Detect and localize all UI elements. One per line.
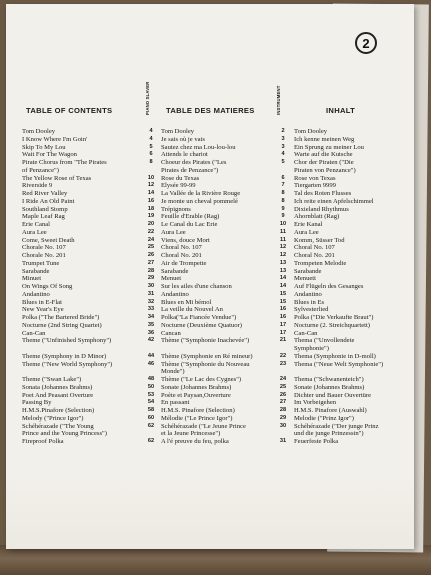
piano-page-17: 27: [147, 259, 155, 266]
french-title-11: Feuille d'Erable (Rag): [161, 213, 220, 221]
instrument-page-32: 24: [279, 376, 287, 382]
german-title-15: Choral No. 107: [294, 244, 335, 252]
instrument-page-2: 3: [281, 143, 285, 150]
german-title-32: Thema ("Schwanenteich"): [294, 376, 364, 383]
french-title-0: Tom Dooley: [161, 128, 195, 135]
german-title-24: Polka ("Die Verkaufte Braut"): [294, 314, 374, 321]
english-title-7: Riverside 9: [22, 182, 53, 190]
german-title-39: und die junge Prinzessin"): [294, 430, 364, 438]
piano-page-numbers-column: [144, 128, 158, 446]
french-title-29: Thème (Symphonie en Ré mineur): [161, 352, 253, 360]
french-title-20: Sur les ailes d'une chanson: [161, 283, 232, 290]
german-title-0: Tom Dooley: [294, 128, 328, 135]
english-title-36: H.M.S.Pinafore (Selection): [22, 407, 95, 414]
german-title-25: Nocturne (2. Streichquartett): [294, 321, 370, 329]
english-title-1: I Know Where I'm Goin': [22, 135, 88, 143]
german-title-12: Erie Kanal: [294, 221, 323, 228]
instrument-page-33: 25: [279, 383, 287, 390]
instrument-page-29: 22: [279, 352, 287, 359]
piano-page-12: 20: [147, 221, 155, 227]
german-title-5: Piraten von Penzance"): [294, 166, 356, 174]
german-title-35: Im Vorbeigehen: [294, 399, 337, 407]
french-titles-column: [161, 128, 277, 446]
instrument-page-27: 21: [279, 337, 287, 344]
instrument-page-40: 31: [279, 438, 287, 444]
instrument-page-3: 4: [281, 151, 285, 158]
english-title-12: Erie Canal: [22, 221, 51, 228]
instrument-page-6: 6: [281, 174, 285, 181]
piano-page-37: 60: [147, 414, 155, 421]
instrument-page-0: 2: [281, 128, 285, 134]
german-title-22: Blues in Es: [294, 298, 325, 306]
instrument-page-39: [276, 430, 290, 438]
piano-page-38: 62: [147, 422, 155, 429]
german-title-17: Trompeten Melodie: [294, 259, 347, 267]
german-title-38: Schéhérazade ("Der junge Prinz: [294, 422, 379, 430]
piano-page-22: 32: [147, 298, 155, 305]
instrument-page-37: 29: [279, 414, 287, 421]
piano-page-8: 14: [147, 190, 155, 196]
french-title-37: Mélodie ("Le Prince Igor"): [161, 414, 233, 422]
german-title-34: Dichter und Bauer Ouvertüre: [294, 391, 372, 399]
french-title-35: En passant: [161, 399, 190, 407]
piano-page-9: 16: [147, 197, 155, 204]
piano-page-29: 44: [147, 352, 155, 359]
french-title-36: H.M.S. Pinafore (Selection): [161, 407, 235, 414]
english-title-29: Theme (Symphony in D Minor): [22, 352, 107, 360]
piano-page-6: 10: [147, 174, 155, 181]
english-title-25: Nocturne (2nd String Quartet): [22, 321, 102, 329]
french-title-30: Thème ("Symphonie du Nouveau: [161, 360, 250, 368]
german-title-1: Ich kenne meinen Weg: [294, 135, 355, 143]
piano-page-25: 35: [147, 321, 155, 328]
german-title-21: Andantino: [294, 290, 322, 298]
instrument-page-25: 17: [279, 321, 287, 328]
french-title-7: Elysée 99-99: [161, 182, 196, 190]
french-title-19: Menuet: [161, 275, 182, 283]
english-title-38: Schéhérazade ("The Young: [22, 422, 94, 430]
page-wear: [6, 474, 414, 549]
french-title-1: Je sais où je vais: [161, 135, 205, 143]
instrument-page-11: 9: [281, 213, 285, 220]
german-title-27: Thema ("Unvollendete: [294, 337, 355, 345]
piano-page-5: [144, 167, 158, 175]
header-piano: PIANO SLAVER: [145, 81, 150, 115]
instrument-page-24: 16: [279, 314, 287, 320]
french-title-22: Blues en Mi bémol: [161, 298, 212, 306]
english-title-26: Can-Can: [22, 329, 46, 337]
instrument-page-26: 17: [279, 329, 287, 336]
instrument-page-30: 23: [279, 360, 287, 367]
instrument-page-17: 13: [279, 259, 287, 266]
english-title-20: On Wings Of Song: [22, 283, 73, 290]
piano-page-32: 48: [147, 376, 155, 382]
french-title-12: Le Canal du Lac Erie: [161, 221, 218, 228]
english-title-18: Sarabande: [22, 267, 50, 275]
english-title-0: Tom Dooley: [22, 128, 56, 135]
german-title-11: Ahornblatt (Rag): [294, 213, 340, 221]
instrument-page-1: 3: [281, 135, 285, 142]
piano-page-7: 12: [147, 182, 155, 189]
french-title-3: Attends le chariot: [161, 151, 208, 159]
german-title-8: Tal des Roten Flusses: [294, 190, 352, 197]
english-title-6: The Yellow Rose of Texas: [22, 174, 92, 182]
german-title-10: Dixieland Rhythmus: [294, 205, 349, 213]
english-title-22: Blues in E-Flat: [22, 298, 62, 306]
english-title-4: Pirate Chorus from "The Pirates: [22, 159, 107, 166]
instrument-page-10: 9: [281, 205, 285, 212]
french-title-33: Sonate (Johannes Brahms): [161, 383, 232, 391]
german-title-6: Rose von Texas: [294, 174, 336, 182]
german-title-33: Sonate (Johannes Brahms): [294, 383, 365, 391]
english-title-31: [22, 368, 148, 376]
piano-page-13: 22: [147, 228, 155, 235]
english-title-24: Polka ("The Bartered Bride"): [22, 314, 100, 321]
english-title-13: Aura Lee: [22, 228, 47, 236]
french-title-13: Aura Lee: [161, 228, 186, 236]
french-title-4: Choeur des Pirates ("Les: [161, 159, 227, 166]
french-title-10: Trépignons: [161, 205, 191, 213]
german-title-20: Auf Flügeln des Gesanges: [294, 283, 364, 290]
piano-page-24: 34: [147, 314, 155, 320]
piano-page-23: 33: [147, 306, 155, 313]
english-title-5: of Penzance"): [22, 166, 59, 174]
french-title-26: Cancan: [161, 329, 181, 337]
instrument-page-34: 26: [279, 391, 287, 398]
instrument-page-12: 10: [279, 221, 287, 227]
instrument-page-5: [276, 167, 290, 175]
piano-page-10: 18: [147, 205, 155, 212]
french-title-15: Choral No. 107: [161, 244, 202, 252]
english-title-8: Red River Valley: [22, 190, 68, 197]
english-title-19: Minuet: [22, 275, 42, 283]
french-title-17: Air de Trompette: [161, 259, 207, 267]
german-title-4: Chor der Piraten ("Die: [294, 159, 354, 166]
french-title-14: Viens, douce Mort: [161, 236, 210, 244]
piano-page-28: [144, 345, 158, 353]
instrument-page-14: 11: [280, 236, 286, 243]
english-title-28: [22, 345, 148, 353]
english-title-33: Sonata (Johannes Brahms): [22, 383, 93, 391]
german-title-30: Thema ("Neue Welt Symphonie"): [294, 360, 384, 368]
piano-page-18: 28: [147, 267, 155, 274]
german-title-31: [294, 368, 412, 376]
english-title-16: Chorale No. 201: [22, 252, 66, 259]
piano-page-16: 26: [147, 252, 155, 258]
page-number-badge: 2: [355, 32, 377, 54]
english-title-10: Southland Stomp: [22, 205, 68, 213]
german-title-29: Thema (Symphonie in D-moll): [294, 352, 376, 360]
piano-page-11: 19: [147, 213, 155, 220]
french-title-5: Pirates de Penzance"): [161, 166, 219, 174]
english-title-37: Melody ("Prince Igor"): [22, 414, 84, 422]
piano-page-36: 58: [147, 407, 155, 413]
piano-page-15: 25: [147, 244, 155, 251]
german-title-28: Symphonie"): [294, 345, 329, 352]
english-title-3: Wait For The Wagon: [22, 151, 77, 159]
instrument-page-21: 15: [279, 290, 287, 297]
french-title-16: Choral No. 201: [161, 252, 202, 259]
piano-page-1: 4: [149, 135, 153, 142]
german-title-14: Komm, Süsser Tod: [294, 236, 345, 244]
german-title-36: H.M.S. Pinafore (Auswahl): [294, 407, 367, 414]
piano-page-33: 50: [147, 383, 155, 390]
english-title-30: Theme ("New World Symphony"): [22, 360, 113, 368]
piano-page-31: [144, 368, 158, 376]
piano-page-2: 5: [149, 143, 153, 150]
instrument-page-7: 7: [281, 182, 285, 189]
english-title-35: Passing By: [22, 399, 52, 407]
french-title-24: Polka("La Fiancée Vendue"): [161, 314, 237, 321]
english-title-2: Skip To My Lou: [22, 143, 66, 151]
french-title-28: [161, 345, 277, 353]
french-title-31: Monde"): [161, 368, 185, 376]
instrument-page-18: 13: [279, 267, 287, 274]
german-title-19: Menuett: [294, 275, 316, 283]
german-title-2: Ein Sprung zu meiner Lou: [294, 143, 364, 151]
french-title-9: Je monte un cheval pommelé: [161, 197, 238, 205]
english-title-9: I Ride An Old Paint: [22, 197, 75, 205]
german-title-18: Sarabande: [294, 267, 322, 275]
piano-page-35: 54: [147, 399, 155, 406]
piano-page-34: 53: [147, 391, 155, 398]
french-title-39: et la Jeune Princesse"): [161, 430, 221, 438]
piano-page-3: 6: [149, 151, 153, 158]
header-table-des-matieres: TABLE DES MATIERES: [166, 106, 255, 115]
french-title-21: Andantino: [161, 290, 189, 298]
english-title-21: Andantino: [22, 290, 50, 298]
german-title-37: Melodie ("Prinz Igor"): [294, 414, 354, 422]
english-title-40: Fireproof Polka: [22, 438, 64, 445]
english-title-17: Trumpet Tune: [22, 259, 60, 267]
english-title-11: Maple Leaf Rag: [22, 213, 65, 221]
french-title-18: Sarabande: [161, 267, 189, 275]
instrument-page-4: 5: [281, 159, 285, 165]
french-title-40: A l'é preuve du feu, polka: [161, 438, 229, 445]
german-title-26: Can-Can: [294, 329, 318, 337]
instrument-page-15: 12: [279, 244, 287, 251]
english-title-34: Poet And Peasant Overture: [22, 391, 94, 399]
german-title-23: Sylvesterlied: [294, 306, 329, 314]
header-table-of-contents: TABLE OF CONTENTS: [26, 106, 113, 115]
english-title-32: Theme ("Swan Lake"): [22, 376, 82, 383]
french-title-2: Sautez chez ma Lou-lou-lou: [161, 143, 236, 151]
instrument-page-23: 16: [279, 306, 287, 313]
german-title-40: Feuerfeste Polka: [294, 438, 339, 445]
piano-page-40: 62: [147, 438, 155, 444]
piano-page-27: 42: [147, 337, 155, 344]
french-title-27: Thème ("Symphonie Inachevée"): [161, 337, 250, 345]
french-title-34: Poète et Paysan,Ouverture: [161, 391, 231, 399]
german-title-3: Warte auf die Kutsche: [294, 151, 353, 159]
instrument-page-19: 14: [279, 275, 287, 282]
english-titles-column: [22, 128, 148, 446]
instrument-page-13: 11: [280, 228, 286, 235]
header-instrument: INSTRUMENT: [276, 85, 281, 115]
instrument-page-31: [276, 368, 290, 376]
instrument-page-22: 15: [279, 298, 287, 305]
instrument-page-16: 12: [279, 252, 287, 258]
sheet-music-page: [6, 4, 414, 549]
piano-page-39: [144, 430, 158, 438]
french-title-32: Thème ("Le Lac des Cygnes"): [161, 376, 242, 383]
piano-page-21: 31: [147, 290, 155, 297]
english-title-39: Prince and the Young Princess"): [22, 430, 107, 438]
instrument-page-numbers-column: [276, 128, 290, 446]
french-title-8: La Vallée de la Rivière Rouge: [161, 190, 241, 197]
german-title-13: Aura Lee: [294, 228, 319, 236]
english-title-14: Come, Sweet Death: [22, 236, 75, 244]
english-title-15: Chorale No. 107: [22, 244, 66, 252]
instrument-page-28: [276, 345, 290, 353]
instrument-page-9: 8: [281, 197, 285, 204]
english-title-23: New Year's Eye: [22, 306, 64, 314]
instrument-page-8: 8: [281, 190, 285, 196]
piano-page-14: 24: [147, 236, 155, 243]
piano-page-19: 29: [147, 275, 155, 282]
english-title-27: Theme ("Unfinished Symphony"): [22, 337, 112, 345]
french-title-6: Rose du Texas: [161, 174, 200, 182]
instrument-page-35: 27: [279, 399, 287, 406]
piano-page-0: 4: [149, 128, 153, 134]
instrument-page-20: 14: [279, 283, 287, 289]
german-titles-column: [294, 128, 412, 446]
german-title-9: Ich reite einen Apfelschimmel: [294, 197, 374, 205]
piano-page-30: 46: [147, 360, 155, 367]
french-title-25: Nocturne (Deuxième Quatuor): [161, 321, 242, 329]
piano-page-4: 8: [149, 159, 153, 165]
german-title-7: Tiergarten 9999: [294, 182, 336, 190]
french-title-23: La veille du Nouvel An: [161, 306, 223, 314]
instrument-page-38: 30: [279, 422, 287, 429]
header-inhalt: INHALT: [326, 106, 356, 115]
piano-page-20: 30: [147, 283, 155, 289]
piano-page-26: 36: [147, 329, 155, 336]
french-title-38: Schéhérazade ("Le Jeune Prince: [161, 422, 246, 430]
instrument-page-36: 28: [279, 407, 287, 413]
german-title-16: Choral No. 201: [294, 252, 335, 259]
